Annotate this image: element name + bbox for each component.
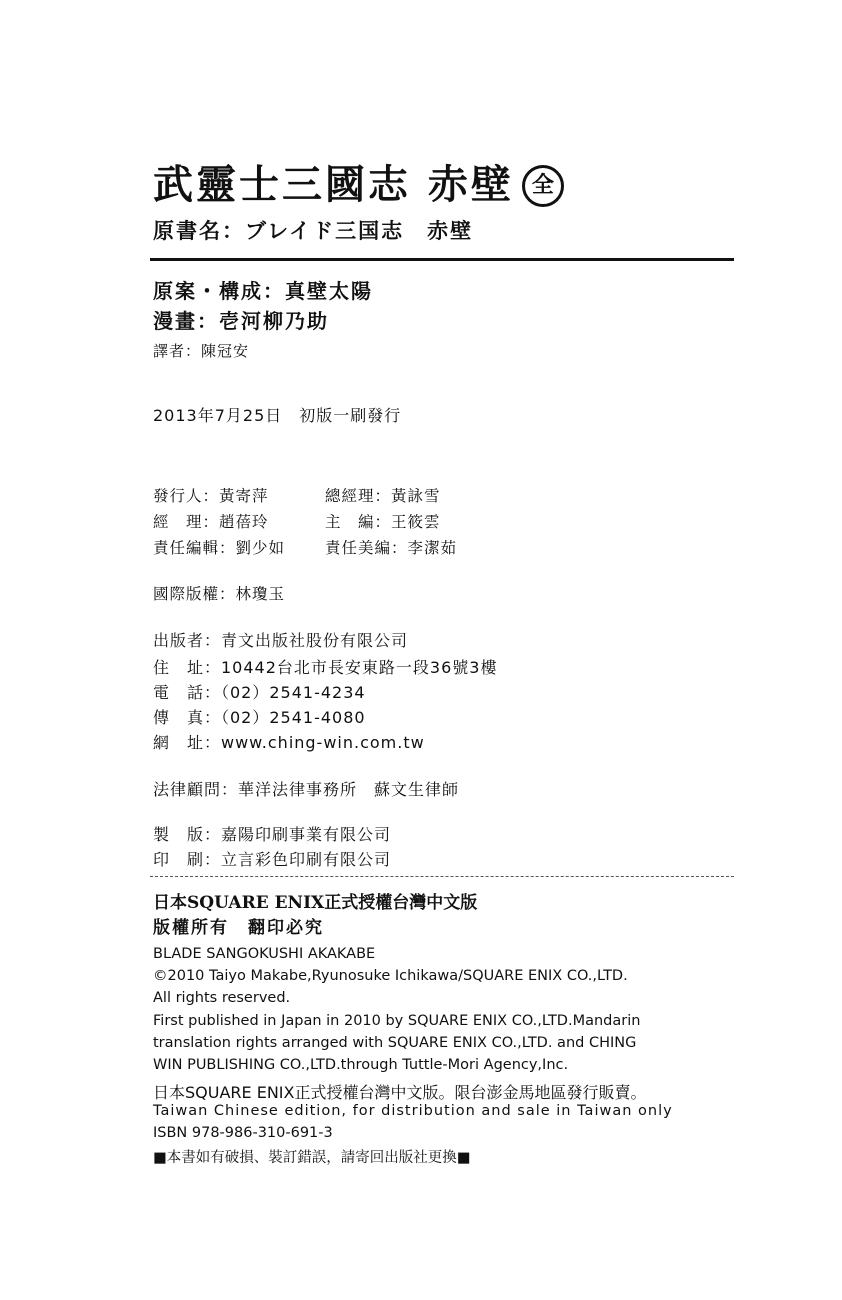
publisher-fax: 傳 真：（02）2541-4080 <box>153 708 366 727</box>
publisher-address: 住 址：10442台北市長安東路一段36號3樓 <box>153 658 498 677</box>
plate-maker: 製 版：嘉陽印刷事業有限公司 <box>153 825 392 844</box>
english-title: BLADE SANGOKUSHI AKAKABE <box>153 946 376 962</box>
title-divider <box>150 258 734 261</box>
staff-row <box>153 536 458 558</box>
international-rights: 國際版權：林瓊玉 <box>153 585 286 603</box>
license-statement: 日本SQUARE ENIX正式授權台灣中文版 <box>153 893 478 913</box>
staff-row <box>153 510 441 532</box>
publisher-phone: 電 話：（02）2541-4234 <box>153 683 366 702</box>
translator-credit: 譯者：陳冠安 <box>153 342 250 360</box>
staff-left: 責任編輯：劉少如 <box>153 539 286 557</box>
english-copyright: ©2010 Taiyo Makabe,Ryunosuke Ichikawa/SQUARE ENIX CO.,LTD. <box>153 968 628 984</box>
english-publication-line: WIN PUBLISHING CO.,LTD.through Tuttle-Mori Agency,Inc. <box>153 1057 569 1073</box>
edition-date: 2013年7月25日 初版一刷發行 <box>153 406 402 425</box>
staff-right: 主 編：王筱雲 <box>325 513 441 531</box>
complete-volume-badge: 全 <box>522 165 564 207</box>
license-divider <box>150 876 734 877</box>
distribution-en: Taiwan Chinese edition, for distribution and sale in Taiwan only <box>153 1103 673 1119</box>
distribution-zh: 日本SQUARE ENIX正式授權台灣中文版。限台澎金馬地區發行販賣。 <box>153 1083 647 1102</box>
staff-right: 總經理：黃詠雪 <box>325 487 441 505</box>
publisher-name: 出版者：青文出版社股份有限公司 <box>153 631 409 650</box>
printer: 印 刷：立言彩色印刷有限公司 <box>153 850 392 869</box>
book-title-text: 武靈士三國志 赤壁 <box>153 162 514 208</box>
legal-counsel: 法律顧問：華洋法律事務所 蘇文生律師 <box>153 780 460 799</box>
damage-notice: ■本書如有破損、裝訂錯誤，請寄回出版社更換■ <box>153 1150 471 1166</box>
story-credit: 原案・構成：真壁太陽 <box>153 279 373 303</box>
art-credit: 漫畫：壱河柳乃助 <box>153 309 329 333</box>
staff-left: 發行人：黃寄萍 <box>153 487 269 505</box>
copyright-notice: 版權所有 翻印必究 <box>153 918 324 938</box>
original-title: 原書名：ブレイド三国志 赤壁 <box>153 219 474 243</box>
isbn: ISBN 978-986-310-691-3 <box>153 1125 333 1141</box>
english-publication-line: translation rights arranged with SQUARE ENIX CO.,LTD. and CHING <box>153 1035 637 1051</box>
staff-left: 經 理：趙蓓玲 <box>153 513 269 531</box>
staff-row <box>153 484 441 506</box>
staff-right: 責任美編：李潔茹 <box>325 539 458 557</box>
publisher-website: 網 址：www.ching-win.com.tw <box>153 733 425 752</box>
english-publication-line: First published in Japan in 2010 by SQUARE ENIX CO.,LTD.Mandarin <box>153 1013 641 1029</box>
english-rights-reserved: All rights reserved. <box>153 990 291 1006</box>
book-title <box>153 160 564 210</box>
